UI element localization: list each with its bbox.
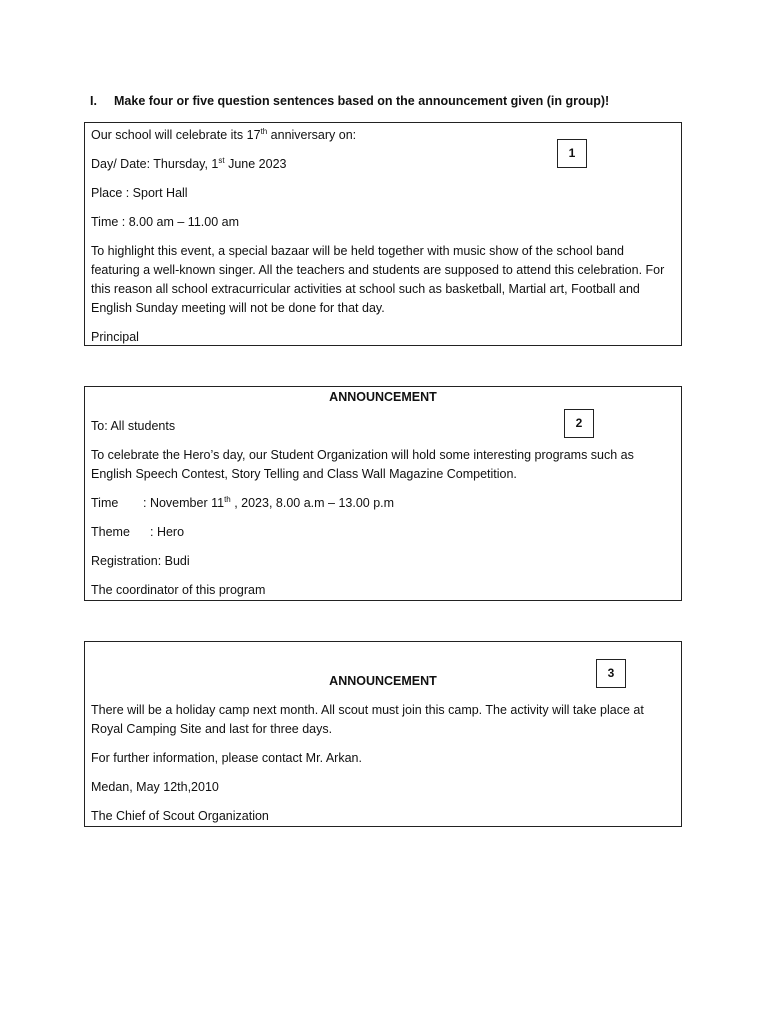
announcement-body: There will be a holiday camp next month. All scout must join this camp. The activity will take place at Royal Camping Site and last for three days. <box>91 703 644 736</box>
date-line <box>91 155 675 174</box>
registration-line: Registration: Budi <box>91 554 190 568</box>
place-line: Place : Sport Hall <box>91 186 188 200</box>
announcement-heading: ANNOUNCEMENT <box>329 390 437 404</box>
theme-label: Theme <box>91 525 130 539</box>
recipient-line: To: All students <box>91 419 176 433</box>
announcement-body: To highlight this event, a special bazaar will be held together with music show of the school band featuring a well-known singer. All the teachers and students are supposed to attend this celebration. For this reason all school extracurricular activities at school such as basketball, Martial art, Football and English Sunday meeting will not be done for that day. <box>91 244 665 315</box>
anniversary-text: Our school will celebrate its 17 <box>91 128 261 142</box>
time-label: Time <box>91 496 119 510</box>
date-text: Day/ Date: Thursday, 1 <box>91 157 219 171</box>
date-text-end: June 2023 <box>224 157 287 171</box>
time-line <box>91 494 675 513</box>
contact-line: For further information, please contact Mr. Arkan. <box>91 751 362 765</box>
time-value: : November 11 <box>143 496 225 510</box>
time-value-end: , 2023, 8.00 a.m – 13.00 p.m <box>230 496 395 510</box>
theme-line <box>91 523 675 542</box>
instruction-number: I. <box>90 94 97 108</box>
anniversary-line <box>91 126 675 145</box>
place-date-line: Medan, May 12th,2010 <box>91 780 219 794</box>
announcement-heading: ANNOUNCEMENT <box>329 674 437 688</box>
announcement-box-3 <box>84 641 682 827</box>
time-line: Time : 8.00 am – 11.00 am <box>91 215 239 229</box>
instruction <box>90 94 609 108</box>
signature: The Chief of Scout Organization <box>91 809 269 823</box>
number-badge-3: 3 <box>596 659 626 688</box>
instruction-text: Make four or five question sentences based on the announcement given (in group)! <box>114 94 610 108</box>
anniversary-text-end: anniversary on: <box>267 128 357 142</box>
number-badge-1: 1 <box>557 139 587 168</box>
announcement-body: To celebrate the Hero’s day, our Student Organization will hold some interesting programs such as English Speech Contest, Story Telling and Class Wall Magazine Competition. <box>91 448 634 481</box>
time-sup: th <box>224 495 231 504</box>
date-sup: st <box>218 156 225 165</box>
theme-value: : Hero <box>150 525 185 539</box>
number-badge-2: 2 <box>564 409 594 438</box>
announcement-box-1 <box>84 122 682 346</box>
signature: The coordinator of this program <box>91 583 266 597</box>
anniversary-sup: th <box>260 127 268 136</box>
signature: Principal <box>91 330 139 344</box>
